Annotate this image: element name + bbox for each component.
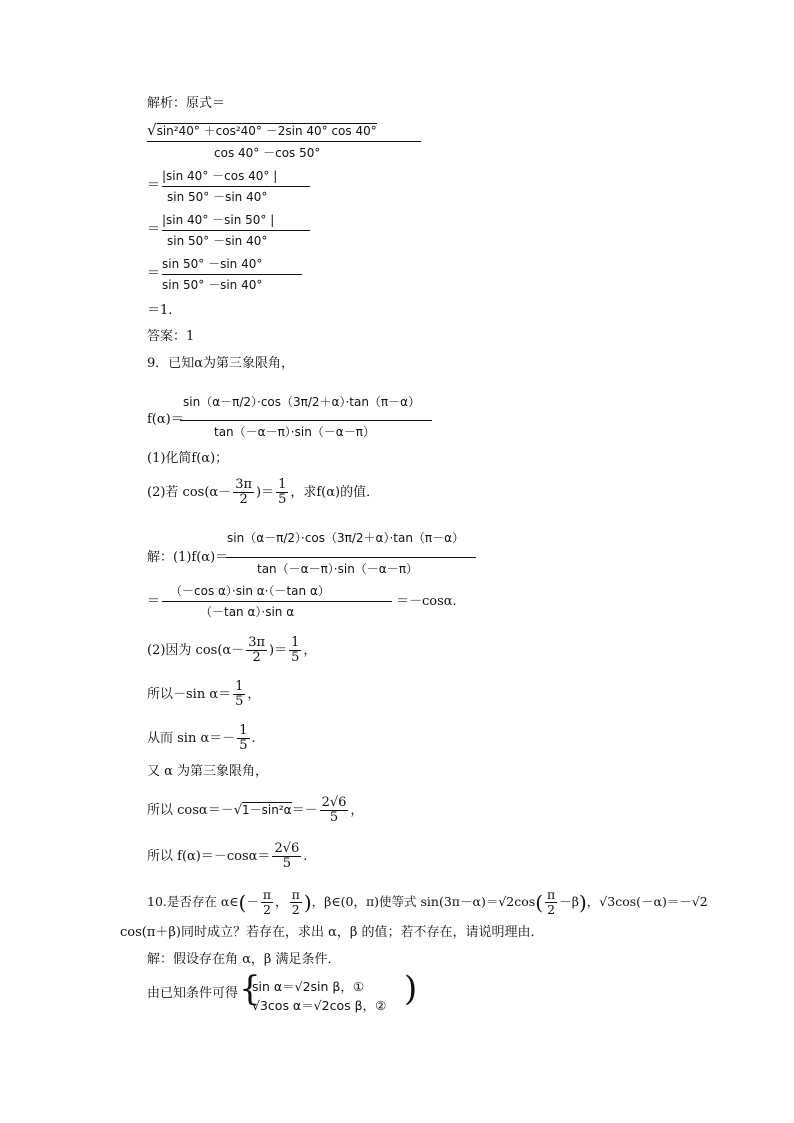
minus-beta: －β: [559, 894, 579, 909]
paren-right: ): [303, 890, 312, 915]
because-frac-num: 3π: [248, 635, 266, 650]
interval-frac-right-num: π: [291, 887, 300, 902]
cong-frac-num: 1: [239, 723, 248, 738]
interval-frac-right: [290, 888, 302, 917]
cong-line: [147, 724, 256, 753]
cos-arg-frac-num: π: [547, 887, 556, 902]
analysis-label: 解析：原式＝: [147, 96, 226, 111]
interval-frac-left-num: π: [262, 887, 272, 902]
solution-2-numerator: （－cos α）·sin α·（－tan α）: [170, 584, 330, 598]
so2-radicand: 1－sin²α: [242, 803, 292, 817]
f-alpha-bar: [180, 420, 432, 421]
interval-minus: －: [246, 894, 259, 909]
problem-10-line-1: [147, 888, 708, 917]
because-mid: )＝: [269, 643, 288, 658]
so1-pre: 所以－sin α＝: [147, 687, 232, 702]
q2-frac-1-5: [276, 478, 288, 507]
so1-frac: [233, 680, 245, 709]
fraction-2-bar: [162, 186, 310, 187]
third-quadrant-line: 又 α 为第三象限角，: [147, 764, 269, 779]
f-alpha-numerator: sin（α－π/2）·cos（3π/2＋α）·tan（π－α）: [183, 395, 421, 409]
fraction-4-denominator: sin 50° －sin 40°: [162, 278, 263, 292]
solution-1-label: 解：(1)f(α)＝: [147, 550, 229, 565]
so1-post: ，: [247, 687, 261, 702]
so2-frac: [320, 796, 349, 825]
question-2: [147, 478, 379, 507]
paren-left-2: (: [535, 890, 544, 915]
interval-frac-left: [261, 888, 273, 917]
f-alpha-label: f(α)＝: [147, 412, 184, 427]
interval-frac-right-den: 2: [290, 902, 302, 917]
so3-frac: [272, 842, 301, 871]
because-frac2-num: 1: [291, 635, 300, 650]
so3-frac-den: 5: [272, 856, 301, 871]
so-line-1: [147, 680, 260, 709]
solution-1-denominator: tan（－α－π）·sin（－α－π）: [257, 562, 418, 576]
condition-2: √3cos α＝√2cos β，②: [252, 998, 387, 1013]
so1-frac-num: 1: [235, 679, 244, 694]
q2-frac-3pi-2: [233, 478, 254, 507]
cos-arg-frac: [545, 888, 557, 917]
q2-frac2-num: 1: [278, 477, 287, 492]
fraction-3-numerator: |sin 40° －sin 50° |: [162, 213, 275, 227]
condition-pre: 由已知条件可得: [147, 986, 239, 1001]
solution-1-numerator: sin（α－π/2）·cos（3π/2＋α）·tan（π－α）: [227, 531, 465, 545]
fraction-2-denominator: sin 50° －sin 40°: [167, 190, 268, 204]
q2-post: ，求f(α)的值．: [290, 485, 380, 500]
fraction-4-numerator: sin 50° －sin 40°: [162, 257, 263, 271]
because-line: [147, 636, 316, 665]
so2-sqrt-sign: √: [233, 803, 242, 818]
paren-left: (: [238, 890, 247, 915]
solution-1-bar: [226, 557, 476, 558]
q2-frac-den: 2: [233, 492, 254, 507]
eq-sign-sol2: ＝: [147, 594, 161, 609]
p10-stem-b: ，β∈(0，π)使等式 sin(3π－α)＝√2cos: [311, 894, 536, 909]
q2-frac2-den: 5: [278, 492, 287, 507]
q2-mid: )＝: [256, 485, 275, 500]
problem-10-line-2: cos(π＋β)同时成立？若存在，求出 α，β 的值；若不存在，请说明理由．: [120, 925, 544, 940]
eq-sign-3: ＝: [147, 222, 161, 237]
so-line-2: [147, 796, 363, 825]
interval-comma: ，: [275, 894, 288, 909]
p10-stem-c: ，√3cos(－α)＝－√2: [586, 894, 708, 909]
paren-right-2: ): [578, 890, 587, 915]
so2-mid: ＝－: [291, 803, 318, 818]
so3-post: .: [303, 849, 308, 864]
because-post: ，: [303, 643, 317, 658]
f1-num-text: sin²40° ＋cos²40° －2sin 40° cos 40°: [156, 124, 377, 138]
so2-frac-den: 5: [320, 810, 349, 825]
brace-right: ): [404, 969, 418, 1009]
brace-left: {: [239, 969, 261, 1009]
result-line: ＝1.: [147, 303, 173, 318]
interval-frac-left-den: 2: [261, 902, 273, 917]
eq-sign-4: ＝: [147, 266, 161, 281]
solution-2-bar: [162, 601, 392, 602]
because-frac-1-5: [289, 636, 301, 665]
eq-sign-2: ＝: [147, 178, 161, 193]
so3-pre: 所以 f(α)＝－cosα＝: [147, 849, 271, 864]
p10-stem-a: 10.是否存在 α∈: [147, 894, 239, 909]
because-pre: (2)因为 cos(α－: [147, 643, 245, 658]
fraction-2-numerator: |sin 40° －cos 40° |: [162, 169, 278, 183]
so2-frac-num: 2√6: [321, 795, 347, 810]
because-frac2-den: 5: [291, 650, 300, 665]
fraction-3-bar: [162, 230, 310, 231]
so1-frac-den: 5: [235, 694, 244, 709]
cong-frac: [237, 724, 249, 753]
condition-1: sin α＝√2sin β，①: [252, 979, 365, 994]
fraction-3-denominator: sin 50° －sin 40°: [167, 234, 268, 248]
f-alpha-denominator: tan（－α－π）·sin（－α－π）: [214, 425, 375, 439]
q2-frac-num: 3π: [235, 477, 253, 492]
so-line-3: [147, 842, 307, 871]
cong-pre: 从而 sin α＝－: [147, 731, 236, 746]
because-frac-3pi-2: [246, 636, 267, 665]
cong-frac-den: 5: [239, 738, 248, 753]
problem-9-stem: 9．已知α为第三象限角，: [147, 356, 295, 371]
problem-10-solution: 解：假设存在角 α，β 满足条件．: [147, 952, 341, 967]
cong-post: .: [251, 731, 256, 746]
cos-arg-frac-den: 2: [545, 902, 557, 917]
fraction-1-bar: [147, 141, 421, 142]
so2-pre: 所以 cosα＝－: [147, 803, 234, 818]
solution-2-tail: ＝－cosα.: [396, 594, 457, 609]
answer-line: 答案：1: [147, 329, 195, 344]
fraction-1-denominator: cos 40° －cos 50°: [214, 146, 321, 160]
q2-pre: (2)若 cos(α－: [147, 485, 232, 500]
solution-2-denominator: （－tan α）·sin α: [200, 605, 295, 619]
so2-post: ，: [350, 803, 364, 818]
fraction-1-numerator: √sin²40° ＋cos²40° －2sin 40° cos 40°: [147, 121, 377, 139]
because-frac-den: 2: [246, 650, 267, 665]
fraction-4-bar: [162, 274, 302, 275]
question-1: (1)化简f(α)；: [147, 451, 229, 466]
so3-frac-num: 2√6: [274, 841, 300, 856]
